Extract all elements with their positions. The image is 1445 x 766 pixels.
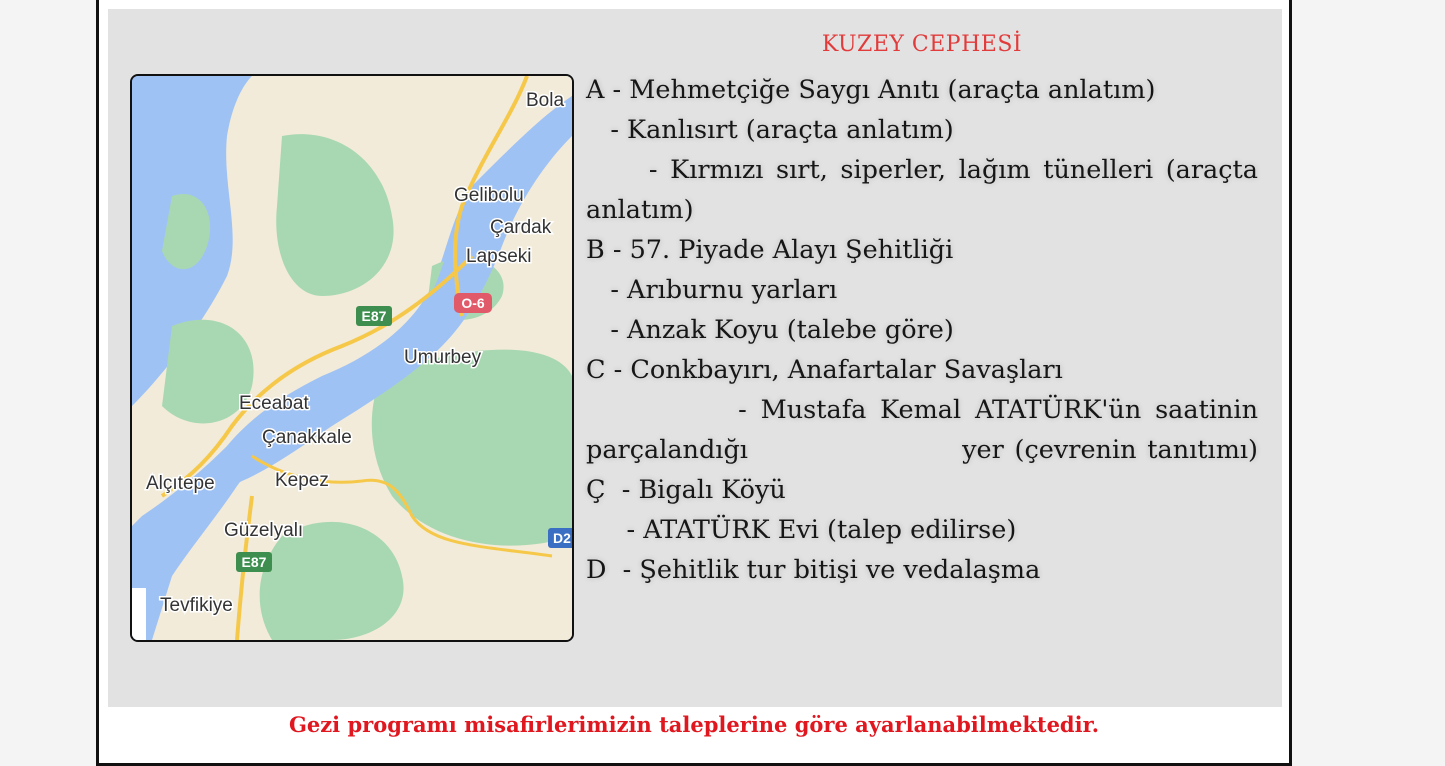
itinerary-list xyxy=(586,70,1258,590)
map-label-cardak: Çardak xyxy=(490,217,552,238)
itinerary-line-c-cedilla: Ç - Bigalı Köyü xyxy=(586,475,786,505)
map-label-guzelyali: Güzelyalı xyxy=(224,520,304,541)
itinerary-line-b: B - 57. Piyade Alayı Şehitliği xyxy=(586,235,954,265)
map-label-umurbey: Umurbey xyxy=(404,347,482,368)
map-attribution-strip xyxy=(132,588,146,640)
itinerary-line-d: D - Şehitlik tur bitişi ve vedalaşma xyxy=(586,555,1041,585)
map-label-d2: D2 xyxy=(553,530,571,546)
map-label-tevfikiye: Tevfikiye xyxy=(160,595,233,616)
map-label-canakkale: Çanakkale xyxy=(262,427,352,448)
map-label-bolayir: Bola xyxy=(526,90,565,111)
itinerary-line-ataturk-evi: - ATATÜRK Evi (talep edilirse) xyxy=(586,515,1017,545)
footer-note: Gezi programı misafirlerimizin taleplerine göre ayarlanabilmektedir. xyxy=(288,712,1100,737)
map-image[interactable] xyxy=(130,74,574,642)
itinerary-line-anlatim: anlatım) xyxy=(586,195,694,225)
itinerary-line-kanlisirt: - Kanlısırt (araçta anlatım) xyxy=(586,115,954,145)
map-label-gelibolu: Gelibolu xyxy=(454,185,524,206)
map-label-alcitepe: Alçıtepe xyxy=(146,473,215,494)
section-title: KUZEY CEPHESİ xyxy=(821,32,1023,57)
map-label-o6: O-6 xyxy=(461,295,485,311)
itinerary-line-kirmizi-sirt: - Kırmızı sırt, siperler, lağım tünelleri (araçta xyxy=(586,155,1258,185)
itinerary-line-a: A - Mehmetçiğe Saygı Anıtı (araçta anlatım) xyxy=(586,75,1156,105)
map-label-e87-top: E87 xyxy=(361,308,387,324)
itinerary-line-parcalandigi: parçalandığı yer (çevrenin tanıtımı) xyxy=(586,435,1258,465)
itinerary-line-ariburnu: - Arıburnu yarları xyxy=(586,275,838,305)
itinerary-line-anzak: - Anzak Koyu (talebe göre) xyxy=(586,315,954,345)
map-canvas xyxy=(132,76,572,640)
map-label-e87-bottom: E87 xyxy=(241,554,267,570)
map-label-lapseki: Lapseki xyxy=(466,246,532,267)
map-label-kepez: Kepez xyxy=(275,470,329,491)
map-label-eceabat: Eceabat xyxy=(239,393,309,414)
itinerary-line-saat: - Mustafa Kemal ATATÜRK'ün saatinin xyxy=(586,395,1258,425)
itinerary-line-c: C - Conkbayırı, Anafartalar Savaşları xyxy=(586,355,1063,385)
blurred-text-region xyxy=(586,590,1258,650)
